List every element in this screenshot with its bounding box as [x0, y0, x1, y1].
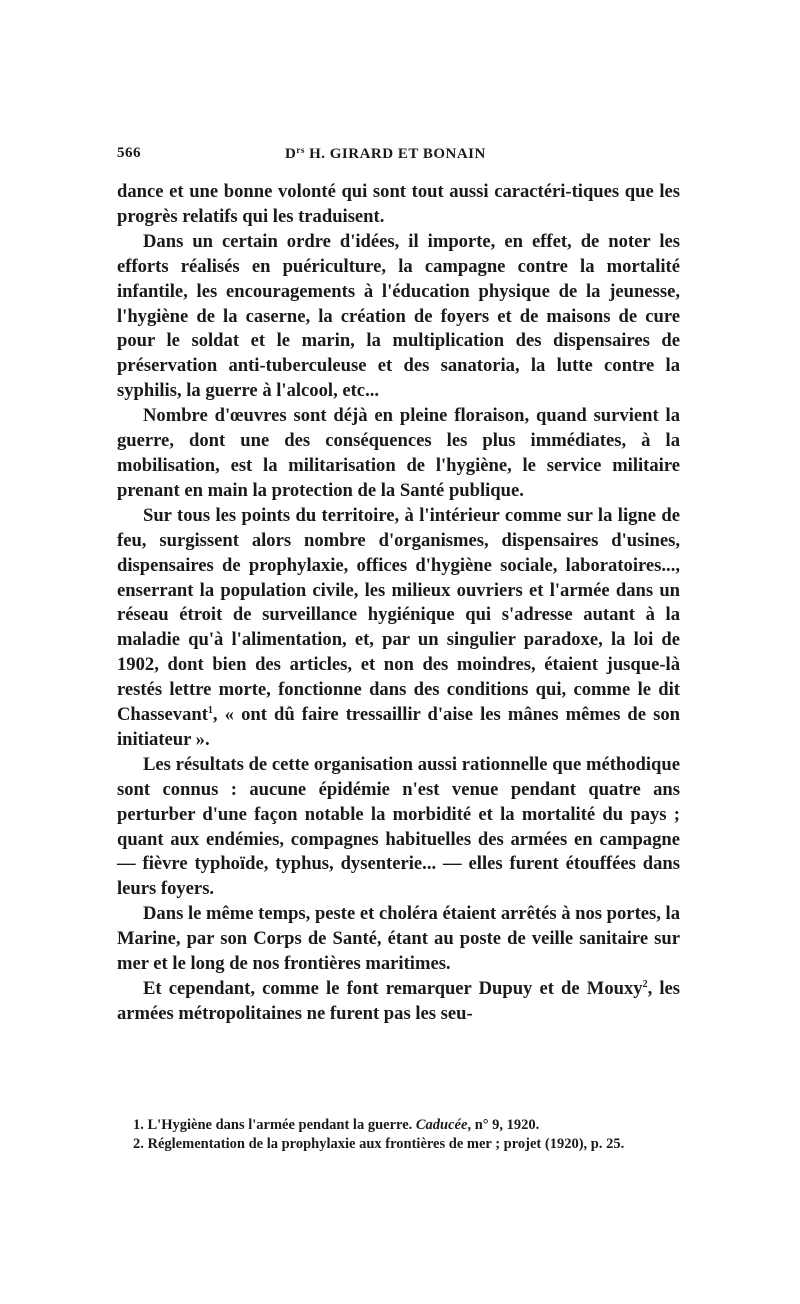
footnote	[117, 1116, 680, 1135]
title-superscript: rs	[296, 145, 305, 155]
title-prefix: D	[285, 146, 297, 162]
paragraph-text: , « ont dû faire tressaillir d'aise les mânes mêmes de son initiateur ».	[117, 704, 680, 750]
paragraph-continuation: dance et une bonne volonté qui sont tout aussi caractéri-tiques que les progrès relatifs qui les traduisent.	[117, 181, 680, 227]
footnote-number: 2.	[133, 1135, 144, 1152]
title-authors: H. GIRARD ET BONAIN	[304, 146, 486, 162]
footnote-text: Réglementation de la prophylaxie aux frontières de mer ; projet (1920), p. 25.	[143, 1135, 625, 1152]
body-text	[117, 180, 680, 1027]
footnote-text: L'Hygiène dans l'armée pendant la guerre.	[143, 1117, 416, 1133]
paragraph	[117, 504, 680, 753]
footnote-number: 1.	[133, 1117, 144, 1133]
paragraph: Nombre d'œuvres sont déjà en pleine floraison, quand survient la guerre, dont une des conséquences les plus immédiates, à la mobilisation, est la militarisation de l'hygiène, le service militaire prenant en main la protection de la Santé publique.	[117, 405, 680, 501]
paragraph: Dans un certain ordre d'idées, il importe, en effet, de noter les efforts réalisés en puériculture, la campagne contre la mortalité infantile, les encouragements à l'éducation physique de la jeunesse, l'hygiène de la caserne, la création de foyers et de maisons de cure pour le soldat et le marin, la multiplication des dispensaires de préservation anti-tuberculeuse et des sanatoria, la lutte contre la syphilis, la guerre à l'alcool, etc...	[117, 230, 680, 402]
paragraph-text: , les armées métropolitaines ne furent pas les seu-	[117, 978, 680, 1024]
paragraph: Les résultats de cette organisation aussi rationnelle que méthodique sont connus : aucune épidémie n'est venue pendant quatre ans perturber d'une façon notable la morbidité et la mortalité du pays ; quant aux endémies, compagnes habituelles des armées en campagne — fièvre typhoïde, typhus, dysenterie... — elles furent étouffées dans leurs foyers.	[117, 753, 680, 900]
running-title	[285, 145, 486, 163]
footnote-journal: Caducée	[415, 1117, 468, 1133]
footnotes	[117, 1116, 680, 1153]
running-header	[117, 145, 680, 169]
paragraph-text: Et cependant, comme le font remarquer Dupuy et de Mouxy	[143, 978, 643, 999]
footnote	[117, 1135, 680, 1154]
footnote-text: , n° 9, 1920.	[467, 1117, 540, 1133]
paragraph-text: Sur tous les points du territoire, à l'intérieur comme sur la ligne de feu, surgissent alors nombre d'organismes, dispensaires d'usines, dispensaires de prophylaxie, offices d'hygiène sociale, laboratoires..., enserrant la population civile, les milieux ouvriers et l'armée dans un réseau étroit de surveillance hygiénique qui s'adresse autant à la maladie qu'à l'alimentation, et, par un singulier paradoxe, la loi de 1902, dont bien des articles, et non des moindres, étaient jusque-là restés lettre morte, fonctionne dans des conditions qui, comme le dit Chassevant	[117, 504, 680, 726]
paragraph	[117, 977, 680, 1027]
page-number: 566	[117, 145, 141, 161]
footnote-reference: 1	[207, 705, 213, 717]
book-page	[117, 0, 680, 1304]
paragraph: Dans le même temps, peste et choléra étaient arrêtés à nos portes, la Marine, par son Corps de Santé, étant au poste de veille sanitaire sur mer et le long de nos frontières maritimes.	[117, 903, 681, 975]
footnote-reference: 2	[642, 979, 648, 990]
